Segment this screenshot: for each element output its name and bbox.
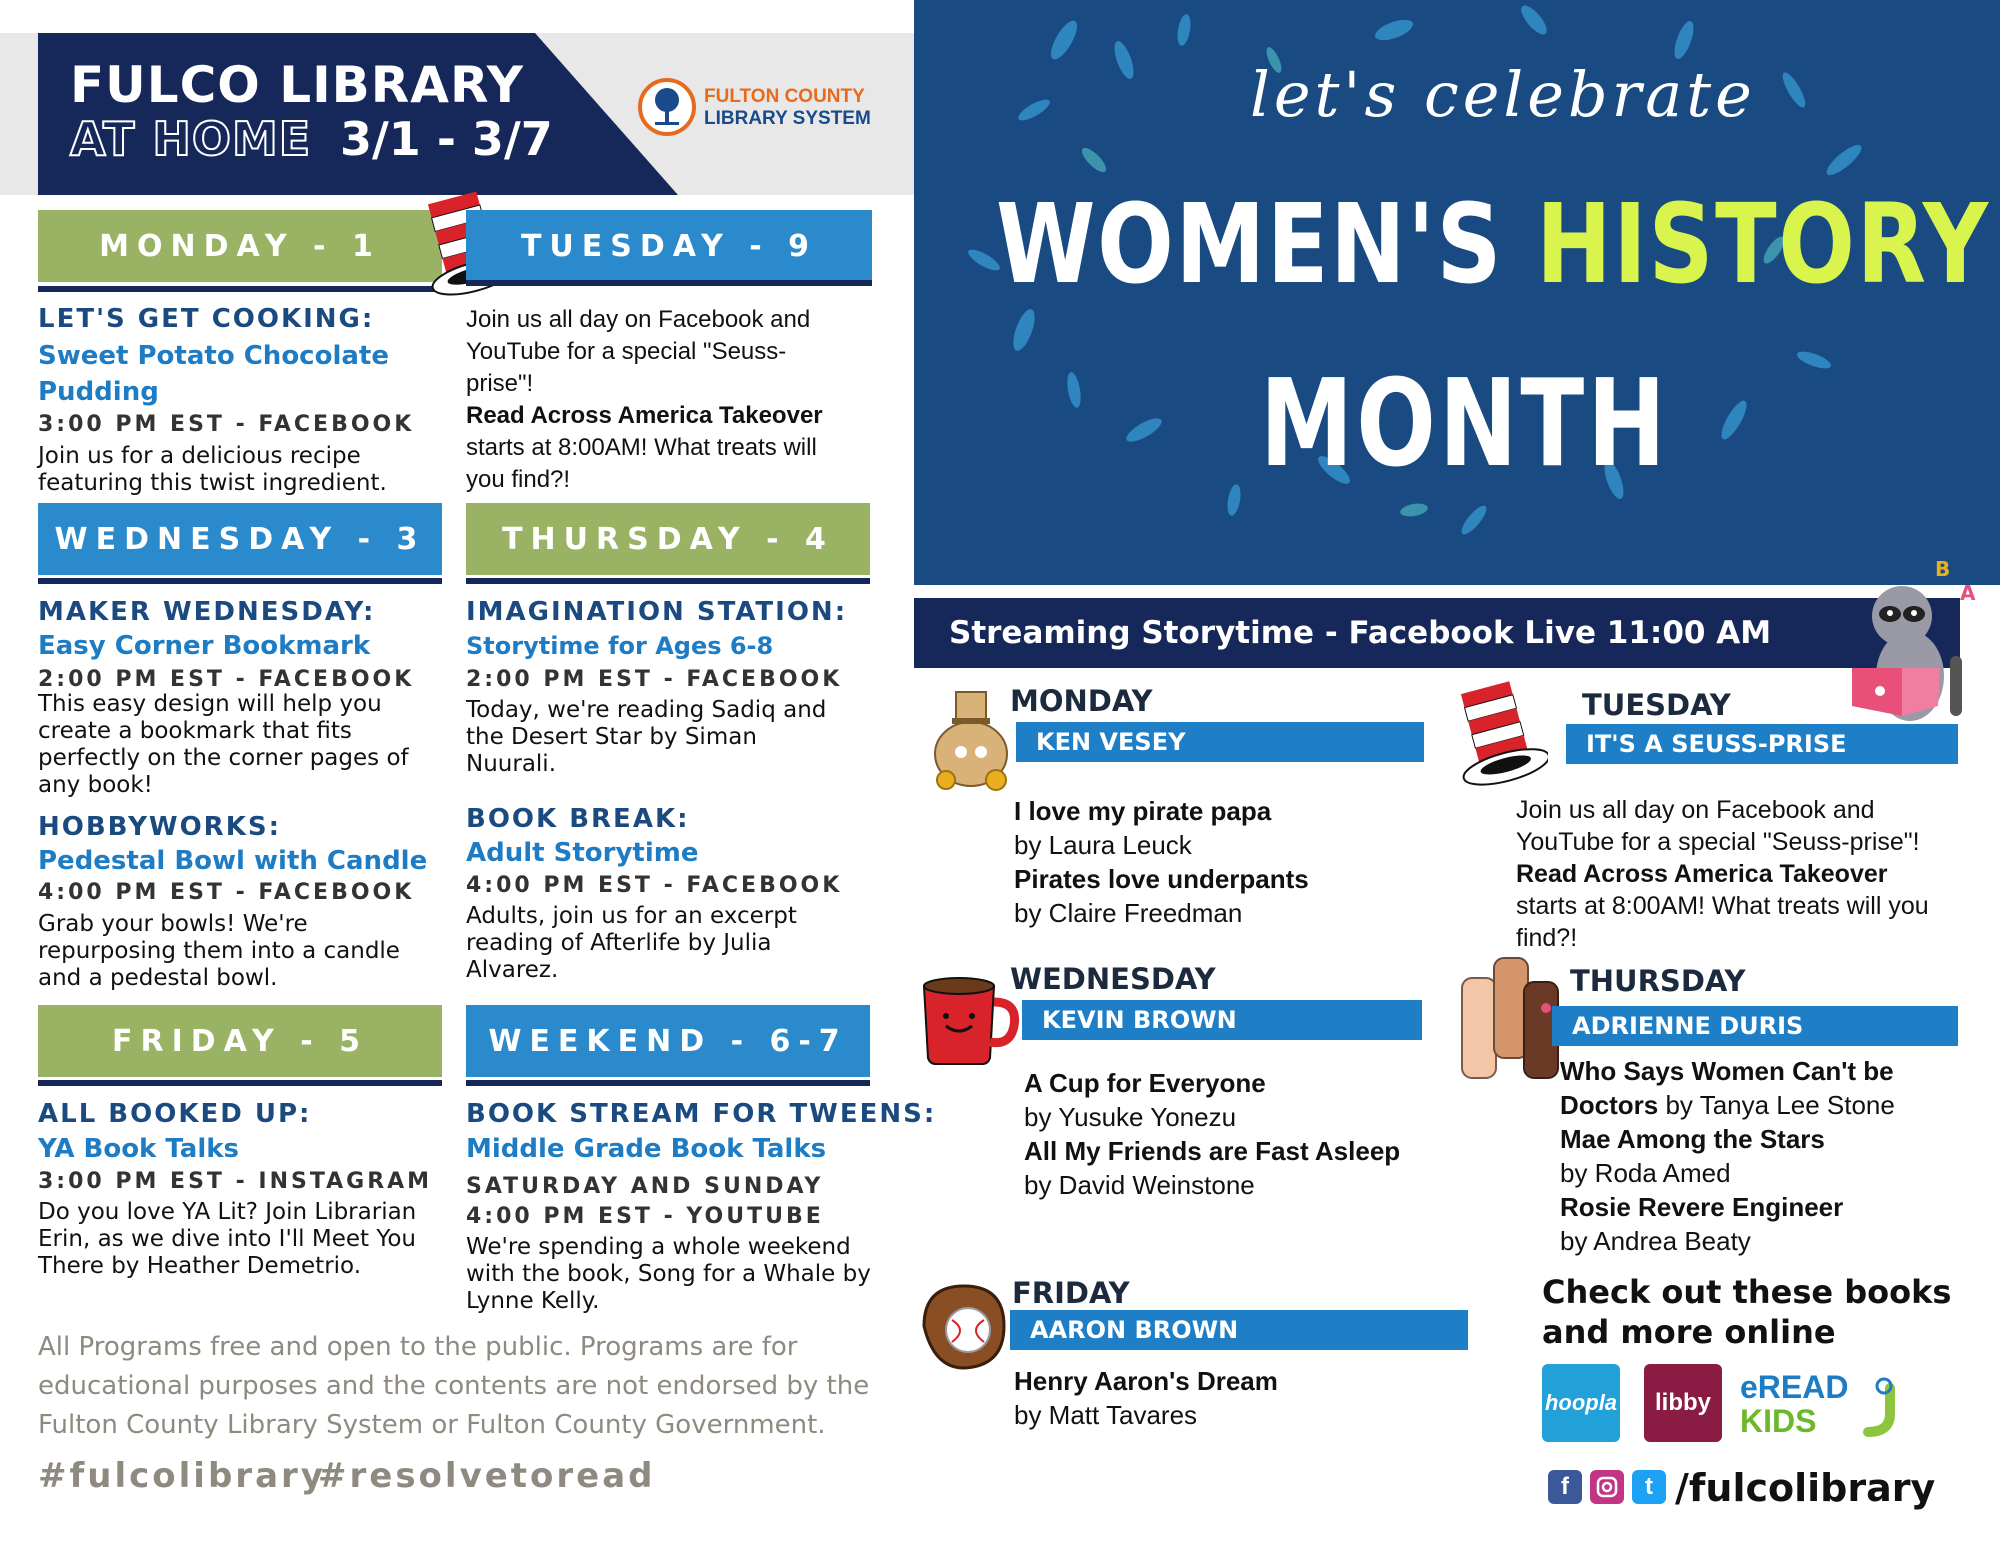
libby-app-icon[interactable] (1644, 1364, 1722, 1442)
divider (466, 578, 870, 584)
divider (466, 1080, 870, 1086)
storytime-host-wednesday: KEVIN BROWN (1022, 1000, 1422, 1040)
text-line: starts at 8:00AM! What treats will (466, 434, 817, 461)
disclaimer-text: All Programs free and open to the public. Programs are for educational purposes and the contents are not endorsed by the Fulton County Library System or Fulton County Government. (38, 1332, 870, 1440)
event-heading: LET'S GET COOKING: (38, 304, 375, 334)
book-author: by Andrea Beaty (1560, 1226, 1751, 1256)
text-line-bold: Read Across America Takeover (1516, 860, 1888, 888)
event-description: Grab your bowls! We're repurposing them into a candle and a pedestal bowl. (38, 911, 400, 991)
book-title: Rosie Revere Engineer (1560, 1192, 1844, 1222)
header-dates: 3/1 - 3/7 (340, 112, 553, 166)
hero-headline-history: HISTORY (1536, 180, 1990, 308)
storytime-tuesday-description (1516, 794, 1929, 954)
event-heading: MAKER WEDNESDAY: (38, 597, 376, 627)
text-line: starts at 8:00AM! What treats will you (1516, 892, 1929, 920)
raised-fists-icon (1456, 948, 1566, 1088)
book-author: by Claire Freedman (1014, 898, 1243, 928)
storytime-day-wednesday: WEDNESDAY (1010, 962, 1216, 996)
text-line: Join us all day on Facebook and (1516, 796, 1875, 824)
event-time: SATURDAY AND SUNDAY (466, 1174, 824, 1199)
header-title: FULCO LIBRARY (70, 56, 524, 114)
event-time: 3:00 PM EST - INSTAGRAM (38, 1169, 433, 1194)
day-bar-monday: MONDAY - 1 (38, 210, 442, 282)
social-handle: /fulcolibrary (1675, 1466, 1936, 1510)
storytime-books-friday (1014, 1364, 1278, 1432)
kids-label: KIDS (1740, 1403, 1817, 1439)
svg-text:A: A (1960, 581, 1976, 605)
eread-label: eREAD (1740, 1369, 1849, 1405)
event-time: 4:00 PM EST - YOUTUBE (466, 1204, 824, 1229)
storytime-day-thursday: THURSDAY (1570, 964, 1746, 998)
hoopla-app-icon[interactable]: hoopla (1542, 1364, 1620, 1442)
text-line: find?! (1516, 924, 1578, 952)
event-description: Today, we're reading Sadiq and the Desert Star by Siman Nuurali. (466, 697, 827, 777)
storytime-day-monday: MONDAY (1010, 684, 1153, 718)
twitter-icon[interactable]: t (1632, 1470, 1666, 1504)
divider (38, 286, 442, 292)
book-author: by Laura Leuck (1014, 830, 1192, 860)
instagram-icon[interactable] (1590, 1470, 1624, 1504)
event-title: YA Book Talks (38, 1134, 240, 1164)
tree-icon (649, 86, 685, 126)
divider (38, 578, 442, 584)
divider (38, 1080, 442, 1086)
event-time: 3:00 PM EST - FACEBOOK (38, 412, 415, 437)
event-heading: BOOK STREAM FOR TWEENS: (466, 1099, 937, 1129)
event-title: Middle Grade Book Talks (466, 1134, 827, 1164)
hero-script-text: let's celebrate (1250, 58, 1756, 131)
hero-headline-line2: MONTH (1260, 355, 1669, 494)
header-subtitle: AT HOME (70, 112, 312, 166)
storytime-day-tuesday: TUESDAY (1582, 688, 1731, 722)
day-bar-wednesday: WEDNESDAY - 3 (38, 503, 442, 575)
event-description: Do you love YA Lit? Join Librarian Erin, as we dive into I'll Meet You There by Heather Demetrio. (38, 1199, 417, 1279)
event-title: Pedestal Bowl with Candle (38, 846, 428, 876)
storytime-bar: Streaming Storytime - Facebook Live 11:00 AM (914, 598, 1960, 668)
text-line: you find?! (466, 466, 571, 493)
book-author: by Matt Tavares (1014, 1400, 1198, 1430)
book-title: All My Friends are Fast Asleep (1024, 1136, 1401, 1166)
storytime-day-friday: FRIDAY (1012, 1276, 1130, 1310)
book-title: Pirates love underpants (1014, 864, 1309, 894)
event-time: 2:00 PM EST - FACEBOOK (38, 667, 415, 692)
text-line: YouTube for a special "Seuss- (466, 338, 787, 365)
event-description: Adults, join us for an excerpt reading of Afterlife by Julia Alvarez. (466, 903, 797, 983)
day-bar-friday: FRIDAY - 5 (38, 1005, 442, 1077)
hero-headline-women: WOMEN'S (996, 180, 1537, 308)
text-line: YouTube for a special "Seuss-prise"! (1516, 828, 1920, 856)
day-bar-thursday: THURSDAY - 4 (466, 503, 870, 575)
event-description: This easy design will help you create a bookmark that fits perfectly on the corner pages of any book! (38, 691, 409, 798)
event-time: 4:00 PM EST - FACEBOOK (38, 880, 415, 905)
storytime-host-thursday: ADRIENNE DURIS (1552, 1006, 1958, 1046)
day-bar-weekend: WEEKEND - 6-7 (466, 1005, 870, 1077)
book-author: by David Weinstone (1024, 1170, 1255, 1200)
book-author: by Yusuke Yonezu (1024, 1102, 1237, 1132)
event-title: Storytime for Ages 6-8 (466, 632, 774, 660)
storytime-books-monday (1014, 794, 1309, 930)
hashtag-fulcolibrary: #fulcolibrary (38, 1456, 326, 1496)
svg-text:B: B (1935, 557, 1951, 581)
book-author: by Roda Amed (1560, 1158, 1731, 1188)
event-heading: HOBBYWORKS: (38, 812, 281, 842)
event-title: Adult Storytime (466, 838, 699, 868)
libby-label: libby (1654, 1389, 1711, 1416)
storytime-books-wednesday (1024, 1066, 1400, 1202)
book-title: A Cup for Everyone (1024, 1068, 1266, 1098)
bookworm-icon (1860, 1374, 1900, 1438)
event-heading: ALL BOOKED UP: (38, 1099, 312, 1129)
facebook-icon[interactable]: f (1548, 1470, 1582, 1504)
tuesday-description (466, 304, 886, 496)
logo-text-line1: FULTON COUNTY (704, 86, 865, 107)
baseball-glove-icon (914, 1276, 1014, 1376)
event-description: Join us for a delicious recipe featuring this twist ingredient. (38, 443, 387, 496)
book-title: Henry Aaron's Dream (1014, 1366, 1278, 1396)
online-heading (1542, 1272, 1951, 1352)
storytime-host-monday: KEN VESEY (1016, 722, 1424, 762)
header-top-strip (0, 0, 914, 33)
book-title: Mae Among the Stars (1560, 1124, 1825, 1154)
storytime-books-thursday (1560, 1054, 1895, 1258)
event-description: We're spending a whole weekend with the book, Song for a Whale by Lynne Kelly. (466, 1234, 871, 1314)
online-heading-line1: Check out these books (1542, 1273, 1952, 1311)
storytime-host-friday: AARON BROWN (1010, 1310, 1468, 1350)
online-heading-line2: and more online (1542, 1313, 1836, 1351)
text-line-bold: Read Across America Takeover (466, 402, 823, 429)
hero-headline-line1 (996, 180, 1990, 308)
hashtag-resolvetoread: #resolvetoread (318, 1456, 656, 1496)
instagram-glyph-icon (1595, 1475, 1619, 1499)
divider (466, 280, 872, 286)
coffee-mug-icon (914, 968, 1024, 1068)
book-title: Doctors (1560, 1090, 1659, 1120)
text-line: Join us all day on Facebook and (466, 306, 811, 333)
book-author: by Tanya Lee Stone (1658, 1090, 1895, 1120)
logo-text-line2: LIBRARY SYSTEM (704, 108, 871, 129)
event-heading: BOOK BREAK: (466, 804, 690, 834)
raccoon-reading-icon (1840, 556, 1980, 746)
text-line: prise"! (466, 370, 534, 397)
treasure-bag-icon (926, 682, 1016, 792)
day-bar-tuesday: TUESDAY - 9 (466, 210, 872, 282)
cat-in-hat-icon (1448, 676, 1548, 796)
book-title: I love my pirate papa (1014, 796, 1272, 826)
event-time: 2:00 PM EST - FACEBOOK (466, 667, 843, 692)
event-title: Easy Corner Bookmark (38, 631, 371, 661)
event-heading: IMAGINATION STATION: (466, 597, 848, 627)
event-title: Sweet Potato Chocolate Pudding (38, 341, 389, 407)
event-time: 4:00 PM EST - FACEBOOK (466, 873, 843, 898)
book-title: Who Says Women Can't be (1560, 1056, 1894, 1086)
storytime-host-tuesday: IT'S A SEUSS-PRISE (1566, 724, 1958, 764)
